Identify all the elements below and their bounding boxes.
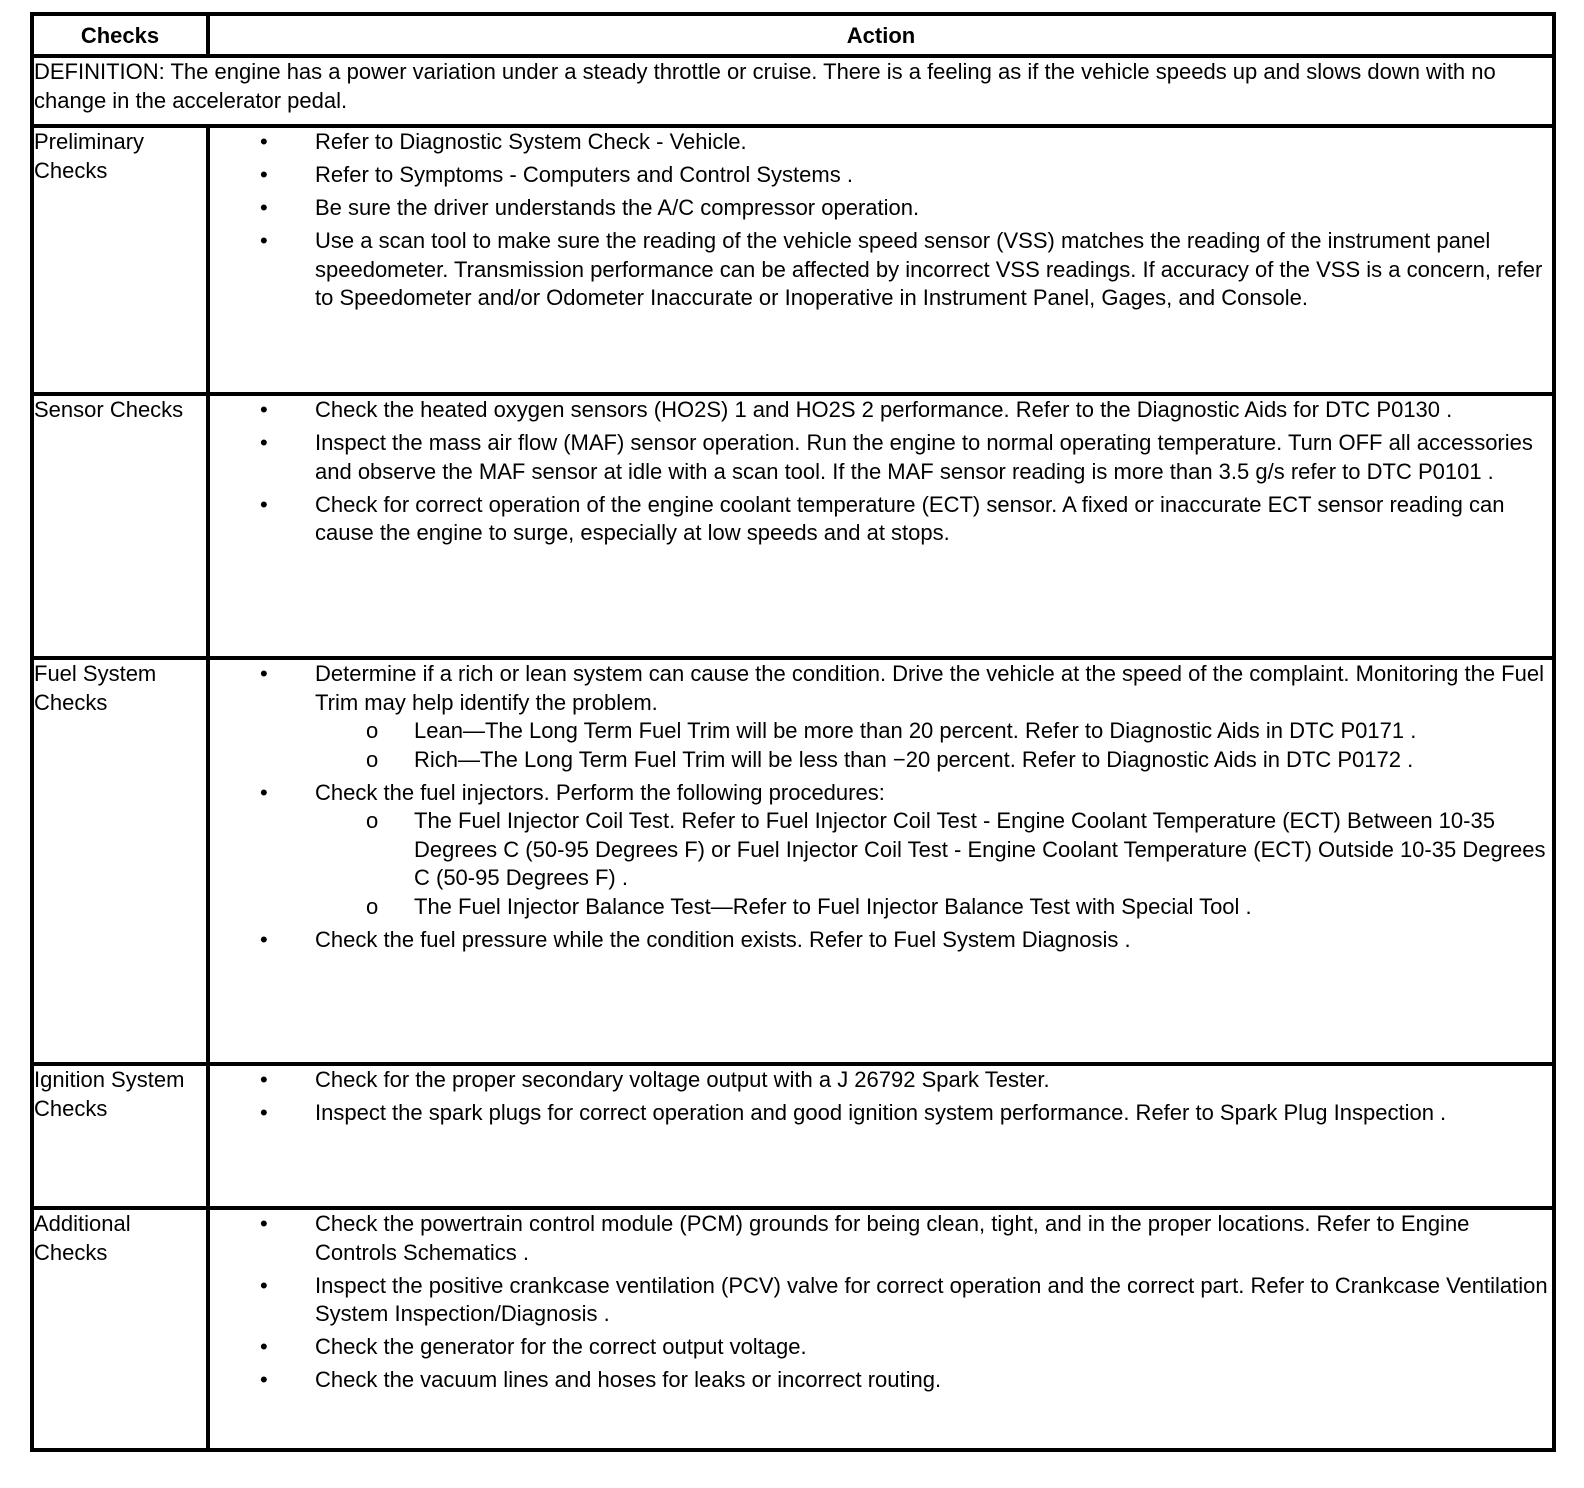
bullet-icon: • bbox=[260, 1272, 268, 1298]
sub-bullet-icon: o bbox=[366, 746, 379, 772]
bullet-icon: • bbox=[260, 1334, 268, 1359]
section-action-cell bbox=[208, 1064, 1554, 1208]
bullet-text: Inspect the mass air flow (MAF) sensor operation. Run the engine to normal operating temperature. Turn OFF all accessories and observe the MAF sensor at idle with a scan tool. If the MAF sensor reading is more than 3.5 g/s refer to DTC P0101 . bbox=[315, 430, 1533, 484]
section-sensor-checks bbox=[32, 394, 1554, 658]
bullet-text: Check for correct operation of the engine coolant temperature (ECT) sensor. A fixed or inaccurate ECT sensor reading can cause the engine to surge, especially at low speeds and at stops. bbox=[315, 491, 1505, 545]
bullet-text: Check for the proper secondary voltage output with a J 26792 Spark Tester. bbox=[315, 1067, 1050, 1092]
section-additional-checks bbox=[32, 1208, 1554, 1450]
definition-text: DEFINITION: The engine has a power variation under a steady throttle or cruise. There is a feeling as if the vehicle speeds up and slows down with no change in the accelerator pedal. bbox=[32, 56, 1554, 126]
section-label: Preliminary Checks bbox=[32, 126, 208, 394]
section-action-cell bbox=[208, 1208, 1554, 1450]
bullet-icon: • bbox=[260, 195, 268, 220]
bullet-list bbox=[210, 128, 1552, 313]
section-fuel-system-checks bbox=[32, 658, 1554, 1064]
bullet-item bbox=[260, 194, 1552, 223]
bullet-icon: • bbox=[260, 926, 268, 952]
bullet-text: Determine if a rich or lean system can cause the condition. Drive the vehicle at the speed of the complaint. Monitoring the Fuel Trim may help identify the problem. bbox=[315, 661, 1544, 715]
bullet-item bbox=[260, 429, 1552, 486]
bullet-text: Check the generator for the correct output voltage. bbox=[315, 1334, 807, 1359]
section-label: Additional Checks bbox=[32, 1208, 208, 1450]
bullet-text: Check the vacuum lines and hoses for leaks or incorrect routing. bbox=[315, 1367, 942, 1392]
header-checks: Checks bbox=[32, 14, 208, 56]
header-action: Action bbox=[208, 14, 1554, 56]
bullet-item bbox=[260, 779, 1552, 922]
bullet-icon: • bbox=[260, 661, 268, 686]
bullet-icon: • bbox=[260, 228, 268, 253]
bullet-icon: • bbox=[260, 397, 268, 422]
bullet-list bbox=[210, 660, 1552, 954]
section-preliminary-checks bbox=[32, 126, 1554, 394]
bullet-item bbox=[260, 1333, 1552, 1362]
bullet-item bbox=[260, 161, 1552, 190]
sub-bullet-text: Lean—The Long Term Fuel Trim will be more than 20 percent. Refer to Diagnostic Aids in DTC P0171 . bbox=[414, 718, 1417, 743]
bullet-list bbox=[210, 1210, 1552, 1395]
bullet-text: Inspect the spark plugs for correct operation and good ignition system performance. Refer to Spark Plug Inspection . bbox=[315, 1100, 1447, 1125]
bullet-item bbox=[260, 491, 1552, 548]
section-ignition-system-checks bbox=[32, 1064, 1554, 1208]
bullet-icon: • bbox=[260, 779, 268, 805]
section-action-cell bbox=[208, 658, 1554, 1064]
bullet-text: Check the fuel injectors. Perform the following procedures: bbox=[315, 779, 885, 805]
bullet-list bbox=[210, 1066, 1552, 1128]
bullet-item bbox=[260, 926, 1552, 955]
bullet-text: Refer to Diagnostic System Check - Vehicle. bbox=[315, 129, 747, 154]
header-row bbox=[32, 14, 1554, 56]
bullet-text: Check the heated oxygen sensors (HO2S) 1 and HO2S 2 performance. Refer to the Diagnostic Aids for DTC P0130 . bbox=[315, 397, 1453, 422]
sub-bullet-text: The Fuel Injector Coil Test. Refer to Fuel Injector Coil Test - Engine Coolant Temperature (ECT) Between 10-35 Degrees C (50-95 Degrees F) or Fuel Injector Coil Test - Engine Coolant Temperature (ECT) Outside 10-35 Degrees C (50-95 Degrees F) . bbox=[414, 808, 1546, 890]
bullet-icon: • bbox=[260, 1367, 268, 1392]
bullet-item bbox=[260, 1272, 1552, 1329]
sub-bullet-icon: o bbox=[366, 808, 379, 833]
bullet-item bbox=[260, 396, 1552, 425]
checks-action-table bbox=[30, 12, 1556, 1452]
bullet-item bbox=[260, 1210, 1552, 1267]
bullet-text: Check the powertrain control module (PCM) grounds for being clean, tight, and in the proper locations. Refer to Engine Controls Schematics . bbox=[315, 1211, 1470, 1265]
bullet-text: Check the fuel pressure while the condition exists. Refer to Fuel System Diagnosis . bbox=[315, 926, 1131, 952]
bullet-item bbox=[260, 1066, 1552, 1095]
section-action-cell bbox=[208, 394, 1554, 658]
bullet-text: Use a scan tool to make sure the reading of the vehicle speed sensor (VSS) matches the reading of the instrument panel speedometer. Transmission performance can be affected by incorrect VSS readings. If accuracy of the VSS is a concern, refer to Speedometer and/or Odometer Inaccurate or Inoperative in Instrument Panel, Gages, and Console. bbox=[315, 228, 1543, 310]
sub-bullet-text: Rich—The Long Term Fuel Trim will be less than −20 percent. Refer to Diagnostic Aids in DTC P0172 . bbox=[414, 746, 1414, 772]
bullet-item bbox=[260, 1366, 1552, 1395]
sub-bullet-item bbox=[366, 717, 1552, 746]
bullet-icon: • bbox=[260, 430, 268, 455]
sub-bullet-text: The Fuel Injector Balance Test—Refer to Fuel Injector Balance Test with Special Tool . bbox=[414, 893, 1252, 919]
bullet-icon: • bbox=[260, 1100, 268, 1125]
bullet-text: Inspect the positive crankcase ventilation (PCV) valve for correct operation and the correct part. Refer to Crankcase Ventilation System Inspection/Diagnosis . bbox=[315, 1272, 1548, 1326]
bullet-item bbox=[260, 227, 1552, 313]
bullet-icon: • bbox=[260, 129, 268, 154]
section-label: Ignition System Checks bbox=[32, 1064, 208, 1208]
section-label: Fuel System Checks bbox=[32, 658, 208, 1064]
sub-bullet-list bbox=[315, 807, 1552, 921]
sub-bullet-item bbox=[366, 807, 1552, 893]
section-action-cell bbox=[208, 126, 1554, 394]
sub-bullet-icon: o bbox=[366, 718, 379, 743]
definition-row bbox=[32, 56, 1554, 126]
bullet-icon: • bbox=[260, 1211, 268, 1236]
bullet-icon: • bbox=[260, 162, 268, 187]
section-label: Sensor Checks bbox=[32, 394, 208, 658]
bullet-text: Refer to Symptoms - Computers and Control Systems . bbox=[315, 162, 853, 187]
bullet-list bbox=[210, 396, 1552, 548]
sub-bullet-item bbox=[366, 893, 1552, 922]
sub-bullet-icon: o bbox=[366, 893, 379, 919]
bullet-item bbox=[260, 128, 1552, 157]
bullet-icon: • bbox=[260, 491, 268, 517]
bullet-item bbox=[260, 1099, 1552, 1128]
bullet-text: Be sure the driver understands the A/C compressor operation. bbox=[315, 195, 920, 220]
bullet-item bbox=[260, 660, 1552, 774]
sub-bullet-item bbox=[366, 746, 1552, 775]
sub-bullet-list bbox=[315, 717, 1552, 774]
bullet-icon: • bbox=[260, 1067, 268, 1092]
